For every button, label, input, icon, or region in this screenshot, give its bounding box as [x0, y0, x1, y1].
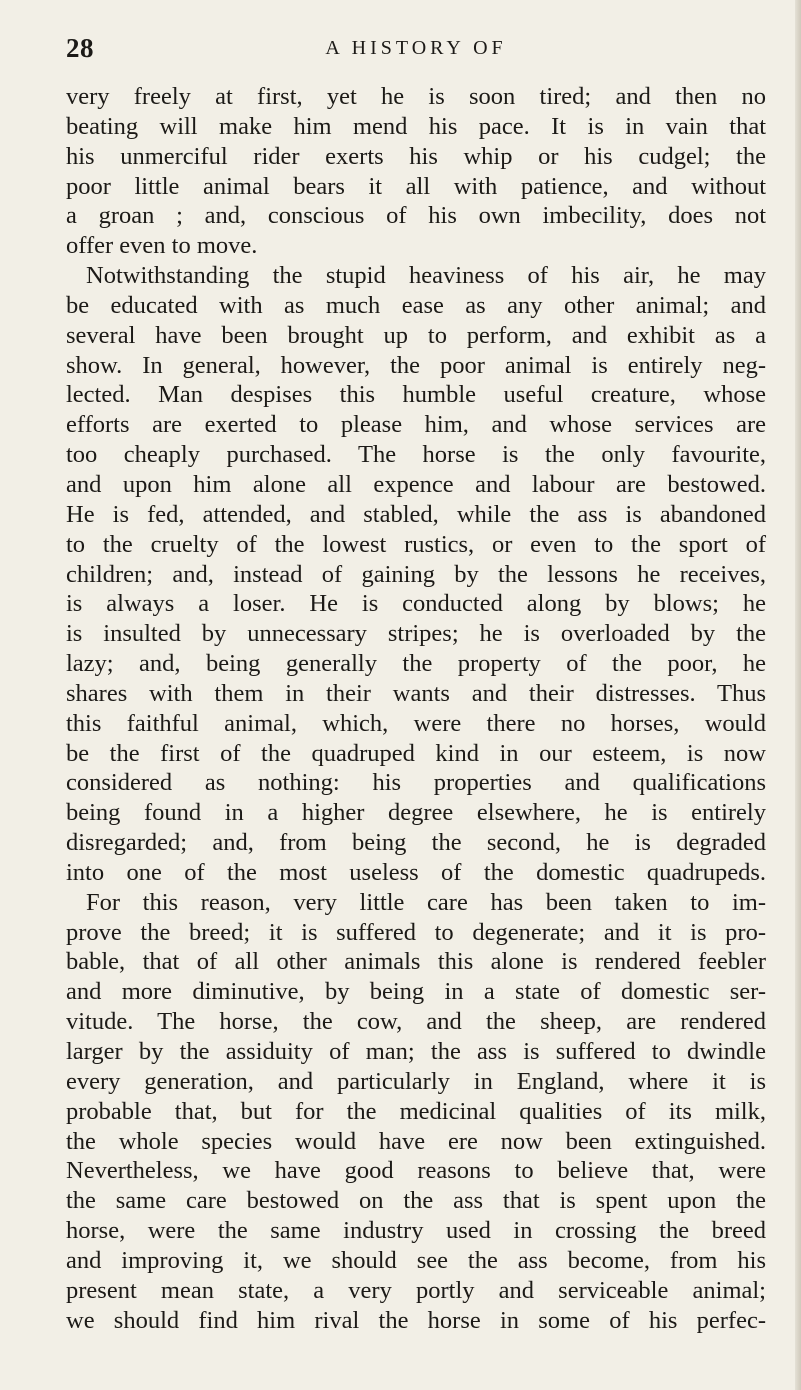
- text-line: lazy; and, being generally the property of the poor, he: [66, 650, 766, 678]
- text-line: a groan ; and, conscious of his own imbecility, does not: [66, 202, 766, 230]
- text-line: is insulted by unnecessary stripes; he is overloaded by the: [66, 620, 766, 648]
- text-line: too cheaply purchased. The horse is the only favourite,: [66, 441, 766, 469]
- text-line: and upon him alone all expence and labour are bestowed.: [66, 470, 766, 498]
- text-line: this faithful animal, which, were there no horses, would: [66, 709, 766, 737]
- text-line: very freely at first, yet he is soon tired; and then no: [66, 83, 766, 110]
- text-line: bable, that of all other animals this alone is rendered feebler: [66, 948, 766, 976]
- text-line: lected. Man despises this humble useful creature, whose: [66, 381, 766, 409]
- text-line: into one of the most useless of the domestic quadrupeds.: [66, 858, 766, 886]
- page-edge: [795, 0, 801, 1390]
- text-line: horse, were the same industry used in crossing the breed: [66, 1217, 766, 1245]
- page-number: 28: [66, 33, 94, 63]
- text-line: and more diminutive, by being in a state of domestic ser-: [66, 978, 766, 1006]
- text-line: larger by the assiduity of man; the ass is suffered to dwindle: [66, 1038, 766, 1065]
- text-line: be the first of the quadruped kind in our esteem, is now: [66, 739, 766, 767]
- text-line: his unmerciful rider exerts his whip or his cudgel; the: [66, 142, 766, 170]
- text-line: being found in a higher degree elsewhere, he is entirely: [66, 799, 766, 827]
- text-line: offer even to move.: [66, 232, 258, 260]
- running-head: [66, 33, 766, 65]
- text-line: considered as nothing: his properties and qualifications: [66, 769, 766, 797]
- text-line: children; and, instead of gaining by the lessons he receives,: [66, 560, 766, 588]
- text-line: every generation, and particularly in England, where it is: [66, 1067, 766, 1095]
- text-line: efforts are exerted to please him, and whose services are: [66, 411, 766, 439]
- text-line: show. In general, however, the poor animal is entirely neg-: [66, 351, 766, 379]
- text-line: He is fed, attended, and stabled, while the ass is abandoned: [66, 500, 766, 528]
- text-line: Nevertheless, we have good reasons to believe that, were: [66, 1157, 766, 1185]
- text-line: be educated with as much ease as any other animal; and: [66, 291, 766, 319]
- text-line: vitude. The horse, the cow, and the sheep, are rendered: [66, 1008, 766, 1036]
- running-title: A HISTORY OF: [325, 37, 507, 59]
- text-line: present mean state, a very portly and serviceable animal;: [66, 1276, 766, 1304]
- text-line: For this reason, very little care has been taken to im-: [86, 888, 766, 916]
- text-line: several have been brought up to perform, and exhibit as a: [66, 321, 766, 349]
- text-line: beating will make him mend his pace. It is in vain that: [66, 112, 766, 140]
- text-line: disregarded; and, from being the second, he is degraded: [66, 829, 766, 857]
- text-line: shares with them in their wants and their distresses. Thus: [66, 679, 766, 707]
- text-line: the whole species would have ere now been extinguished.: [66, 1127, 766, 1155]
- body-text: [66, 82, 766, 1335]
- text-line: probable that, but for the medicinal qualities of its milk,: [66, 1097, 766, 1125]
- text-line: is always a loser. He is conducted along by blows; he: [66, 590, 766, 618]
- text-line: the same care bestowed on the ass that is spent upon the: [66, 1187, 766, 1215]
- text-line: we should find him rival the horse in some of his perfec-: [66, 1306, 766, 1334]
- text-line: and improving it, we should see the ass become, from his: [66, 1246, 766, 1274]
- text-line: to the cruelty of the lowest rustics, or even to the sport of: [66, 530, 766, 558]
- text-line: poor little animal bears it all with patience, and without: [66, 172, 766, 200]
- text-line: prove the breed; it is suffered to degenerate; and it is pro-: [66, 918, 766, 946]
- text-line: Notwithstanding the stupid heaviness of his air, he may: [86, 262, 766, 290]
